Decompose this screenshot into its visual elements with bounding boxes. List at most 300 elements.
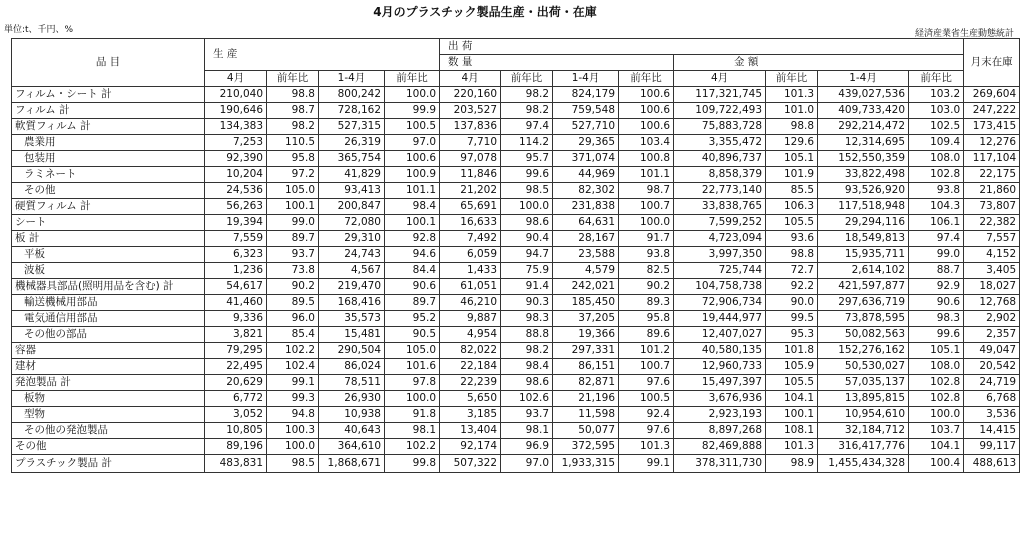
table-cell: 88.8: [501, 327, 553, 343]
table-cell: 90.2: [267, 279, 319, 295]
table-cell: 527,315: [319, 119, 385, 135]
table-cell: 93.6: [766, 231, 818, 247]
table-cell: 105.1: [766, 151, 818, 167]
table-cell: 100.0: [267, 439, 319, 455]
table-cell: 98.6: [501, 375, 553, 391]
table-cell: 90.5: [385, 327, 440, 343]
table-cell: 108.1: [766, 423, 818, 439]
table-cell: 173,415: [964, 119, 1020, 135]
col-header-yoy: 前年比: [385, 71, 440, 87]
table-cell: 3,536: [964, 407, 1020, 423]
table-cell: 98.4: [501, 359, 553, 375]
table-cell: 46,210: [440, 295, 501, 311]
table-row: [12, 199, 1020, 215]
table-cell: 3,997,350: [674, 247, 766, 263]
table-row: [12, 327, 1020, 343]
table-cell: 94.7: [501, 247, 553, 263]
table-cell: 103.4: [619, 135, 674, 151]
table-cell: 93,413: [319, 183, 385, 199]
table-cell: 106.3: [766, 199, 818, 215]
table-cell: 98.8: [267, 87, 319, 103]
table-cell: 104.3: [909, 199, 964, 215]
table-cell: 94.8: [267, 407, 319, 423]
table-cell: 12,960,733: [674, 359, 766, 375]
table-cell: 98.4: [385, 199, 440, 215]
row-label: その他の発泡製品: [12, 423, 205, 439]
table-cell: 190,646: [205, 103, 267, 119]
table-cell: 1,868,671: [319, 455, 385, 473]
table-cell: 5,650: [440, 391, 501, 407]
row-label: 平板: [12, 247, 205, 263]
table-cell: 99.1: [267, 375, 319, 391]
col-header-jan-apr: 1-4月: [818, 71, 909, 87]
table-cell: 98.6: [501, 215, 553, 231]
table-cell: 100.7: [619, 359, 674, 375]
row-label: 硬質フィルム 計: [12, 199, 205, 215]
table-cell: 3,355,472: [674, 135, 766, 151]
table-cell: 365,754: [319, 151, 385, 167]
table-cell: 100.1: [385, 215, 440, 231]
table-cell: 292,214,472: [818, 119, 909, 135]
table-cell: 92,174: [440, 439, 501, 455]
table-cell: 93.7: [501, 407, 553, 423]
table-cell: 99.1: [619, 455, 674, 473]
table-cell: 98.7: [267, 103, 319, 119]
header-amount: 金 額: [674, 55, 964, 71]
table-cell: 4,954: [440, 327, 501, 343]
table-row: [12, 295, 1020, 311]
row-label: その他: [12, 183, 205, 199]
table-cell: 13,895,815: [818, 391, 909, 407]
table-cell: 26,930: [319, 391, 385, 407]
table-cell: 95.3: [766, 327, 818, 343]
table-cell: 102.8: [909, 375, 964, 391]
row-label: 板物: [12, 391, 205, 407]
table-cell: 20,629: [205, 375, 267, 391]
col-header-jan-apr: 1-4月: [319, 71, 385, 87]
table-cell: 35,573: [319, 311, 385, 327]
table-cell: 97.0: [385, 135, 440, 151]
table-cell: 15,497,397: [674, 375, 766, 391]
table-row: [12, 215, 1020, 231]
table-cell: 104.1: [909, 439, 964, 455]
page-title: 4月のプラスチック製品生産・出荷・在庫: [373, 5, 597, 19]
table-cell: 98.8: [766, 247, 818, 263]
table-cell: 3,405: [964, 263, 1020, 279]
table-cell: 10,954,610: [818, 407, 909, 423]
table-cell: 105.0: [385, 343, 440, 359]
table-cell: 100.6: [619, 119, 674, 135]
table-cell: 20,542: [964, 359, 1020, 375]
row-label: 軟質フィルム 計: [12, 119, 205, 135]
table-cell: 40,896,737: [674, 151, 766, 167]
table-cell: 4,579: [553, 263, 619, 279]
unit-note: 単位:t、千円、%: [4, 25, 74, 35]
table-cell: 102.8: [909, 391, 964, 407]
table-cell: 98.7: [619, 183, 674, 199]
col-header-april: 4月: [205, 71, 267, 87]
table-cell: 102.2: [385, 439, 440, 455]
table-cell: 24,719: [964, 375, 1020, 391]
table-cell: 10,938: [319, 407, 385, 423]
table-cell: 23,588: [553, 247, 619, 263]
table-cell: 95.7: [501, 151, 553, 167]
table-cell: 1,933,315: [553, 455, 619, 473]
table-cell: 89.7: [267, 231, 319, 247]
table-cell: 98.1: [501, 423, 553, 439]
header-production: 生 産: [205, 39, 440, 71]
table-cell: 7,253: [205, 135, 267, 151]
table-cell: 21,860: [964, 183, 1020, 199]
table-cell: 100.5: [619, 391, 674, 407]
table-cell: 86,024: [319, 359, 385, 375]
table-cell: 12,276: [964, 135, 1020, 151]
table-cell: 101.0: [766, 103, 818, 119]
table-cell: 18,027: [964, 279, 1020, 295]
table-cell: 95.8: [267, 151, 319, 167]
table-cell: 104,758,738: [674, 279, 766, 295]
table-cell: 22,175: [964, 167, 1020, 183]
table-cell: 247,222: [964, 103, 1020, 119]
table-cell: 96.9: [501, 439, 553, 455]
table-cell: 29,294,116: [818, 215, 909, 231]
table-cell: 90.2: [619, 279, 674, 295]
table-cell: 372,595: [553, 439, 619, 455]
table-cell: 99.0: [267, 215, 319, 231]
table-row: [12, 439, 1020, 455]
table-cell: 73,807: [964, 199, 1020, 215]
table-cell: 12,407,027: [674, 327, 766, 343]
table-cell: 98.2: [501, 343, 553, 359]
row-label: 包装用: [12, 151, 205, 167]
table-cell: 98.9: [766, 455, 818, 473]
table-cell: 22,495: [205, 359, 267, 375]
table-cell: 93,526,920: [818, 183, 909, 199]
table-cell: 102.8: [909, 167, 964, 183]
table-cell: 3,185: [440, 407, 501, 423]
table-cell: 100.0: [501, 199, 553, 215]
table-cell: 759,548: [553, 103, 619, 119]
table-cell: 98.2: [501, 87, 553, 103]
table-cell: 8,858,379: [674, 167, 766, 183]
table-cell: 91.7: [619, 231, 674, 247]
table-cell: 82,302: [553, 183, 619, 199]
table-row: [12, 103, 1020, 119]
table-cell: 90.6: [385, 279, 440, 295]
table-cell: 231,838: [553, 199, 619, 215]
table-cell: 72.7: [766, 263, 818, 279]
table-cell: 97.8: [385, 375, 440, 391]
table-cell: 82,469,888: [674, 439, 766, 455]
table-cell: 100.8: [619, 151, 674, 167]
row-label: 建材: [12, 359, 205, 375]
table-cell: 105.0: [267, 183, 319, 199]
table-cell: 64,631: [553, 215, 619, 231]
row-label: 板 計: [12, 231, 205, 247]
col-header-jan-apr: 1-4月: [553, 71, 619, 87]
table-cell: 97.6: [619, 423, 674, 439]
row-label: 農業用: [12, 135, 205, 151]
table-cell: 100.6: [385, 151, 440, 167]
table-cell: 92.9: [909, 279, 964, 295]
table-cell: 78,511: [319, 375, 385, 391]
header-quantity: 数 量: [440, 55, 674, 71]
table-cell: 117,518,948: [818, 199, 909, 215]
table-cell: 6,768: [964, 391, 1020, 407]
table-cell: 40,643: [319, 423, 385, 439]
table-cell: 97,078: [440, 151, 501, 167]
col-header-yoy: 前年比: [619, 71, 674, 87]
table-cell: 134,383: [205, 119, 267, 135]
table-cell: 92.4: [619, 407, 674, 423]
table-row: [12, 119, 1020, 135]
row-label: プラスチック製品 計: [12, 455, 205, 473]
table-cell: 50,530,027: [818, 359, 909, 375]
table-cell: 90.0: [766, 295, 818, 311]
table-cell: 19,394: [205, 215, 267, 231]
table-cell: 98.3: [501, 311, 553, 327]
table-cell: 28,167: [553, 231, 619, 247]
table-cell: 483,831: [205, 455, 267, 473]
table-cell: 185,450: [553, 295, 619, 311]
table-cell: 22,184: [440, 359, 501, 375]
table-row: [12, 167, 1020, 183]
table-cell: 97.6: [619, 375, 674, 391]
table-cell: 15,481: [319, 327, 385, 343]
table-cell: 109,722,493: [674, 103, 766, 119]
table-cell: 137,836: [440, 119, 501, 135]
table-cell: 90.4: [501, 231, 553, 247]
table-cell: 117,321,745: [674, 87, 766, 103]
table-cell: 99.3: [267, 391, 319, 407]
table-cell: 95.2: [385, 311, 440, 327]
table-cell: 101.3: [766, 87, 818, 103]
table-cell: 92.2: [766, 279, 818, 295]
table-cell: 101.3: [766, 439, 818, 455]
table-cell: 100.6: [619, 103, 674, 119]
table-cell: 100.1: [766, 407, 818, 423]
table-cell: 290,504: [319, 343, 385, 359]
table-cell: 91.8: [385, 407, 440, 423]
table-cell: 200,847: [319, 199, 385, 215]
row-label: 波板: [12, 263, 205, 279]
table-cell: 65,691: [440, 199, 501, 215]
table-cell: 98.1: [385, 423, 440, 439]
table-cell: 1,236: [205, 263, 267, 279]
table-row: [12, 263, 1020, 279]
table-cell: 168,416: [319, 295, 385, 311]
table-row: [12, 359, 1020, 375]
table-cell: 33,822,498: [818, 167, 909, 183]
table-cell: 100.4: [909, 455, 964, 473]
table-cell: 24,536: [205, 183, 267, 199]
table-cell: 101.9: [766, 167, 818, 183]
table-cell: 100.3: [267, 423, 319, 439]
col-header-yoy: 前年比: [501, 71, 553, 87]
table-cell: 92.8: [385, 231, 440, 247]
table-cell: 85.4: [267, 327, 319, 343]
table-cell: 98.5: [267, 455, 319, 473]
table-cell: 409,733,420: [818, 103, 909, 119]
row-label: 容器: [12, 343, 205, 359]
table-cell: 11,598: [553, 407, 619, 423]
table-cell: 97.4: [501, 119, 553, 135]
table-cell: 297,636,719: [818, 295, 909, 311]
row-label: フィルム 計: [12, 103, 205, 119]
table-cell: 79,295: [205, 343, 267, 359]
table-cell: 99.6: [909, 327, 964, 343]
table-cell: 7,557: [964, 231, 1020, 247]
table-cell: 3,676,936: [674, 391, 766, 407]
table-row: [12, 247, 1020, 263]
table-cell: 88.7: [909, 263, 964, 279]
table-cell: 61,051: [440, 279, 501, 295]
table-cell: 98.5: [501, 183, 553, 199]
table-cell: 105.9: [766, 359, 818, 375]
table-cell: 378,311,730: [674, 455, 766, 473]
table-cell: 21,196: [553, 391, 619, 407]
table-cell: 19,444,977: [674, 311, 766, 327]
table-cell: 364,610: [319, 439, 385, 455]
table-cell: 439,027,536: [818, 87, 909, 103]
table-cell: 50,082,563: [818, 327, 909, 343]
table-cell: 4,567: [319, 263, 385, 279]
table-cell: 84.4: [385, 263, 440, 279]
table-cell: 18,549,813: [818, 231, 909, 247]
table-cell: 86,151: [553, 359, 619, 375]
table-cell: 91.4: [501, 279, 553, 295]
table-cell: 10,204: [205, 167, 267, 183]
table-cell: 21,202: [440, 183, 501, 199]
table-cell: 44,969: [553, 167, 619, 183]
table-body: [12, 87, 1020, 473]
table-row: [12, 407, 1020, 423]
table-cell: 316,417,776: [818, 439, 909, 455]
table-cell: 29,310: [319, 231, 385, 247]
col-header-april: 4月: [440, 71, 501, 87]
table-cell: 421,597,877: [818, 279, 909, 295]
table-cell: 11,846: [440, 167, 501, 183]
table-cell: 824,179: [553, 87, 619, 103]
table-cell: 101.1: [619, 167, 674, 183]
table-cell: 90.3: [501, 295, 553, 311]
source-note: 経済産業省生産動態統計: [914, 29, 1014, 39]
table-cell: 109.4: [909, 135, 964, 151]
table-cell: 98.8: [766, 119, 818, 135]
table-cell: 99.9: [385, 103, 440, 119]
table-cell: 12,768: [964, 295, 1020, 311]
table-cell: 8,897,268: [674, 423, 766, 439]
table-cell: 101.3: [619, 439, 674, 455]
table-cell: 56,263: [205, 199, 267, 215]
table-row: [12, 311, 1020, 327]
table-cell: 99.6: [501, 167, 553, 183]
table-cell: 89.5: [267, 295, 319, 311]
table-cell: 96.0: [267, 311, 319, 327]
table-cell: 89.3: [619, 295, 674, 311]
table-cell: 114.2: [501, 135, 553, 151]
row-label: 発泡製品 計: [12, 375, 205, 391]
row-label: フィルム・シート 計: [12, 87, 205, 103]
table-cell: 102.4: [267, 359, 319, 375]
table-cell: 99,117: [964, 439, 1020, 455]
table-cell: 105.5: [766, 215, 818, 231]
table-cell: 14,415: [964, 423, 1020, 439]
table-cell: 102.5: [909, 119, 964, 135]
header-item: 品 目: [12, 39, 205, 87]
table-cell: 108.0: [909, 359, 964, 375]
table-cell: 100.0: [619, 215, 674, 231]
table-cell: 49,047: [964, 343, 1020, 359]
table-cell: 72,080: [319, 215, 385, 231]
table-cell: 75.9: [501, 263, 553, 279]
table-cell: 26,319: [319, 135, 385, 151]
table-cell: 82,871: [553, 375, 619, 391]
table-cell: 54,617: [205, 279, 267, 295]
table-cell: 37,205: [553, 311, 619, 327]
table-row: [12, 375, 1020, 391]
table-row: [12, 455, 1020, 473]
table-cell: 2,923,193: [674, 407, 766, 423]
table-cell: 3,821: [205, 327, 267, 343]
table-cell: 24,743: [319, 247, 385, 263]
table-cell: 7,599,252: [674, 215, 766, 231]
table-cell: 73,878,595: [818, 311, 909, 327]
table-cell: 73.8: [267, 263, 319, 279]
table-cell: 100.5: [385, 119, 440, 135]
table-cell: 72,906,734: [674, 295, 766, 311]
table-cell: 100.7: [619, 199, 674, 215]
table-cell: 97.2: [267, 167, 319, 183]
table-row: [12, 279, 1020, 295]
table-cell: 105.1: [909, 343, 964, 359]
row-label: シート: [12, 215, 205, 231]
table-cell: 98.2: [501, 103, 553, 119]
table-cell: 99.5: [766, 311, 818, 327]
table-cell: 297,331: [553, 343, 619, 359]
table-cell: 7,492: [440, 231, 501, 247]
table-cell: 242,021: [553, 279, 619, 295]
table-cell: 93.7: [267, 247, 319, 263]
table-row: [12, 423, 1020, 439]
table-cell: 16,633: [440, 215, 501, 231]
row-label: ラミネート: [12, 167, 205, 183]
table-cell: 7,710: [440, 135, 501, 151]
table-cell: 100.9: [385, 167, 440, 183]
table-cell: 507,322: [440, 455, 501, 473]
table-cell: 13,404: [440, 423, 501, 439]
row-label: 輸送機械用部品: [12, 295, 205, 311]
row-label: その他の部品: [12, 327, 205, 343]
table-row: [12, 391, 1020, 407]
table-cell: 99.0: [909, 247, 964, 263]
table-cell: 1,433: [440, 263, 501, 279]
table-cell: 110.5: [267, 135, 319, 151]
table-cell: 1,455,434,328: [818, 455, 909, 473]
table-row: [12, 87, 1020, 103]
row-label: 型物: [12, 407, 205, 423]
table-cell: 152,276,162: [818, 343, 909, 359]
table-cell: 98.3: [909, 311, 964, 327]
table-cell: 269,604: [964, 87, 1020, 103]
table-cell: 2,614,102: [818, 263, 909, 279]
table-cell: 93.8: [619, 247, 674, 263]
table-cell: 100.0: [909, 407, 964, 423]
col-header-yoy: 前年比: [267, 71, 319, 87]
table-cell: 103.2: [909, 87, 964, 103]
table-cell: 10,805: [205, 423, 267, 439]
table-cell: 15,935,711: [818, 247, 909, 263]
